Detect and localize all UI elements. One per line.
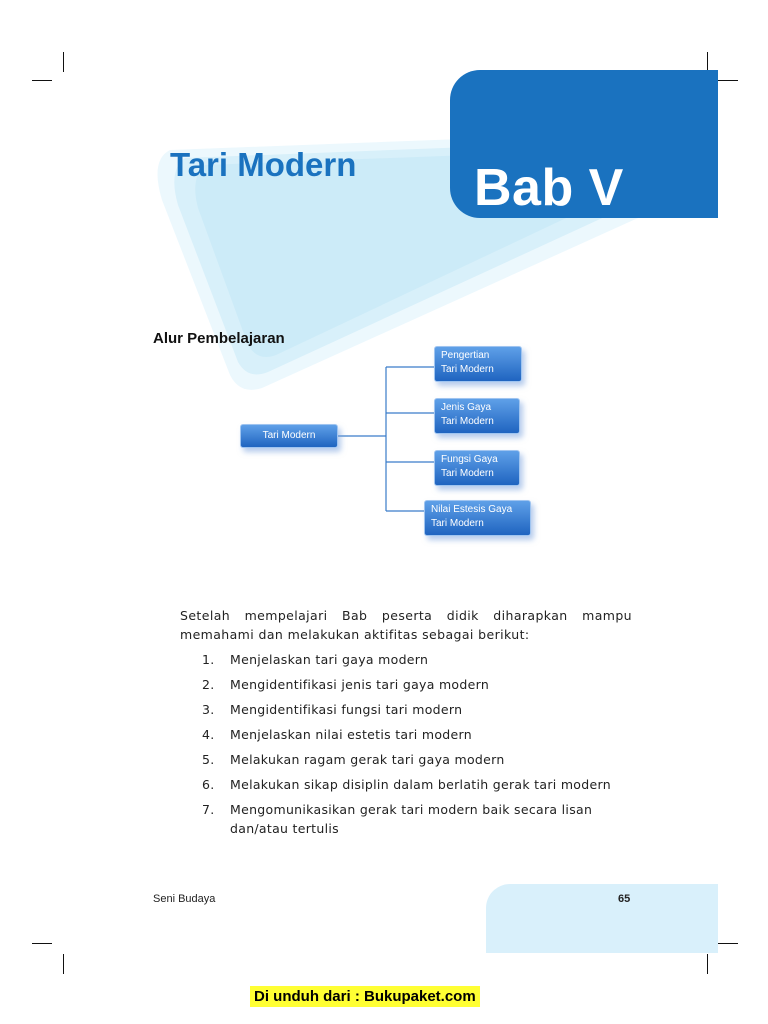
flow-branch-node: Jenis Gaya Tari Modern (434, 398, 520, 434)
list-item: 3. Mengidentifikasi fungsi tari modern (202, 702, 463, 717)
chapter-label: Bab V (474, 159, 624, 217)
list-item: 1. Menjelaskan tari gaya modern (202, 652, 429, 667)
list-item: 7. Mengomunikasikan gerak tari modern baik secara lisan dan/atau tertulis (202, 802, 593, 836)
crop-mark (718, 943, 738, 944)
list-item: 6. Melakukan sikap disiplin dalam berlatih gerak tari modern (202, 777, 611, 792)
objectives-intro: Setelah mempelajari Bab peserta didik diharapkan mampu memahami dan melakukan aktifitas sebagai berikut: (180, 608, 632, 642)
learning-flow-heading: Alur Pembelajaran (153, 330, 285, 347)
page-number: 65 (618, 893, 631, 905)
flow-branch-node: Pengertian Tari Modern (434, 346, 522, 382)
objectives-list (180, 650, 632, 844)
list-item: 5. Melakukan ragam gerak tari gaya modern (202, 752, 505, 767)
chapter-title: Tari Modern (170, 146, 357, 183)
download-notice-link[interactable]: Di unduh dari : Bukupaket.com (250, 986, 480, 1007)
footer-tab (486, 884, 718, 953)
flow-branch-node: Nilai Estesis Gaya Tari Modern (424, 500, 531, 536)
crop-mark (63, 954, 64, 974)
list-item: 2. Mengidentifikasi jenis tari gaya modern (202, 677, 490, 692)
book-title: Seni Budaya (153, 893, 216, 905)
flow-branch-node: Fungsi Gaya Tari Modern (434, 450, 520, 486)
crop-mark (707, 954, 708, 974)
list-item: 4. Menjelaskan nilai estetis tari modern (202, 727, 472, 742)
crop-mark (32, 943, 52, 944)
flow-root-node: Tari Modern (240, 424, 338, 448)
